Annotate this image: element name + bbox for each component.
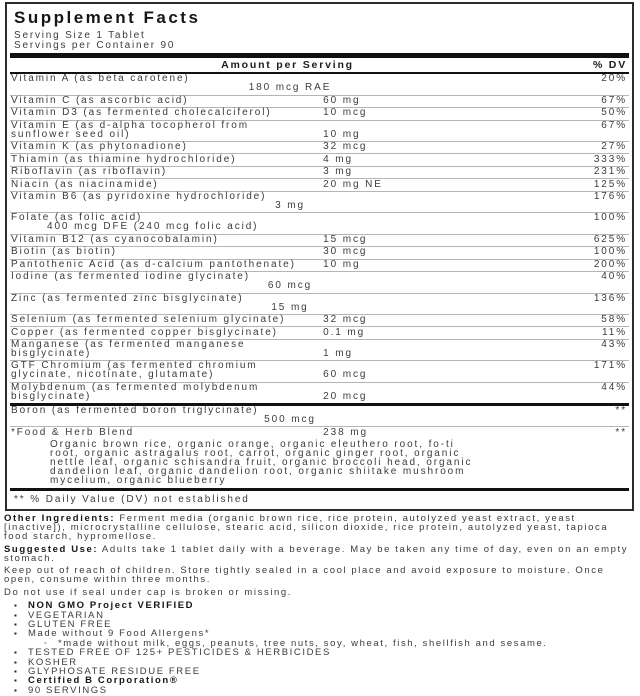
nutrient-dv: 333% — [593, 153, 627, 165]
bullet-marker-icon: ▪ — [14, 676, 19, 686]
nutrient-row — [10, 339, 629, 360]
bullet-marker-icon: ▪ — [14, 601, 19, 611]
nutrient-amount: 180 mcg RAE — [248, 82, 332, 94]
nutrient-amount: 60 mcg — [267, 280, 313, 292]
bullet-text: *made without milk, eggs, peanuts, tree nuts, soy, wheat, fish, shellfish and sesame. — [58, 637, 548, 649]
nutrient-amount: 60 mg — [323, 94, 361, 106]
bullet-item — [14, 668, 636, 677]
bullet-marker-icon: ▪ — [14, 685, 19, 695]
dv-footnote: ** % Daily Value (DV) not established — [10, 488, 629, 509]
nutrient-label: Niacin (as niacinamide) — [11, 178, 159, 190]
nutrient-rows — [10, 74, 629, 439]
nutrient-amount: 4 mg — [323, 153, 353, 165]
bullet-item — [14, 649, 636, 658]
nutrient-label: Selenium (as fermented selenium glycinate) — [11, 314, 286, 326]
nutrient-label: Vitamin B6 (as pyridoxine hydrochloride) — [11, 191, 267, 203]
nutrient-row — [10, 326, 629, 338]
bullet-text: VEGETARIAN — [28, 609, 105, 621]
nutrient-dv: 67% — [601, 94, 627, 106]
bullet-text: GLUTEN FREE — [28, 618, 113, 630]
nutrient-row — [10, 293, 629, 314]
nutrient-amount: 30 mcg — [323, 246, 368, 258]
nutrient-row — [10, 246, 629, 258]
nutrient-dv: 171% — [593, 360, 627, 372]
nutrient-amount: 500 mcg — [264, 414, 316, 426]
suggested-use-paragraph — [4, 543, 636, 564]
nutrient-row — [10, 95, 629, 107]
nutrient-amount: 32 mcg — [323, 141, 368, 153]
nutrient-dv: 27% — [601, 141, 627, 153]
nutrient-amount: 60 mcg — [323, 369, 368, 381]
dv-header: % DV — [592, 59, 627, 72]
nutrient-dv: ** — [615, 426, 627, 438]
nutrient-row — [10, 120, 629, 141]
nutrient-label: Vitamin A (as beta carotene) — [11, 73, 190, 85]
nutrient-label: Molybdenum (as fermented molybdenum bisglycinate) — [11, 381, 260, 402]
nutrient-label: Vitamin C (as ascorbic acid) — [11, 94, 189, 106]
nutrient-label: Vitamin K (as phytonadione) — [11, 141, 188, 153]
nutrient-row — [10, 271, 629, 292]
nutrient-row — [10, 403, 629, 426]
nutrient-dv: 44% — [601, 381, 627, 393]
nutrient-row — [10, 360, 629, 381]
facts-header-row — [10, 53, 629, 74]
feature-bullet-list — [14, 602, 636, 696]
facts-box — [5, 2, 634, 511]
nutrient-label: Pantothenic Acid (as d-calcium pantothenate) — [11, 258, 296, 270]
nutrient-dv: 100% — [593, 212, 627, 224]
nutrient-row — [10, 74, 629, 94]
nutrient-label: Riboflavin (as riboflavin) — [11, 166, 168, 178]
suggested-use-label: Suggested Use: — [4, 543, 99, 555]
nutrient-label: Biotin (as biotin) — [11, 246, 117, 258]
nutrient-dv: 40% — [601, 271, 627, 283]
bullet-marker-icon: ◦ — [44, 639, 49, 647]
nutrient-row — [10, 191, 629, 212]
supplement-label — [0, 2, 640, 696]
nutrient-row — [10, 178, 629, 190]
nutrient-label: Boron (as fermented boron triglycinate) — [11, 405, 259, 417]
nutrient-dv: 176% — [593, 191, 627, 203]
serving-size: Serving Size 1 Tablet — [14, 30, 146, 41]
nutrient-row — [10, 382, 629, 403]
label-bottom-text — [4, 512, 636, 696]
bullet-text: Made without 9 Food Allergens* — [28, 628, 211, 640]
nutrient-dv: 58% — [601, 314, 627, 326]
nutrient-dv: 43% — [601, 339, 627, 351]
nutrient-row — [10, 107, 629, 119]
nutrient-label: Zinc (as fermented zinc bisglycinate) — [11, 292, 244, 304]
nutrient-dv: 625% — [593, 233, 627, 245]
nutrient-label: Manganese (as fermented manganese bisglycinate) — [11, 339, 246, 359]
other-ingredients-paragraph — [4, 512, 636, 542]
nutrient-row — [10, 259, 629, 271]
amount-per-serving-header: Amount per Serving — [221, 59, 354, 72]
seal-warning-paragraph: Do not use if seal under cap is broken or missing. — [4, 587, 293, 599]
bullet-item — [14, 656, 636, 668]
bullet-item — [14, 684, 636, 696]
servings-per-container: Servings per Container 90 — [14, 39, 176, 51]
bullet-text: 90 SERVINGS — [28, 684, 108, 696]
nutrient-label: *Food & Herb Blend — [11, 426, 135, 438]
nutrient-dv: 200% — [593, 258, 627, 270]
nutrient-row — [10, 141, 629, 153]
nutrient-amount: 238 mg — [323, 426, 368, 438]
bullet-text: NON GMO Project VERIFIED — [28, 600, 195, 612]
nutrient-label: Vitamin B12 (as cyanocobalamin) — [11, 233, 219, 245]
nutrient-label: Iodine (as fermented iodine glycinate) — [11, 271, 250, 283]
nutrient-amount: 0.1 mg — [323, 326, 366, 338]
nutrient-row — [10, 314, 629, 326]
nutrient-amount: 3 mg — [323, 166, 353, 178]
bullet-text: Certified B Corporation® — [28, 675, 179, 687]
nutrient-row — [10, 234, 629, 246]
other-ingredients-text: Ferment media (organic brown rice, rice protein, autolyzed yeast extract, yeast [inactive]), microcrystalline cellulose, stearic acid, silicon dioxide, rice protein, autolyzed yeast, tapioca food starch, hypromellose. — [4, 512, 609, 542]
bullet-marker-icon: ▪ — [14, 667, 19, 676]
suggested-use-text: Adults take 1 tablet daily with a beverage. May be taken any time of day, even on an empty stomach. — [4, 543, 629, 564]
nutrient-dv: 136% — [593, 292, 627, 304]
facts-title: Supplement Facts — [14, 8, 201, 27]
nutrient-amount: 400 mcg DFE (240 mcg folic acid) — [47, 221, 259, 233]
nutrient-amount: 20 mg NE — [323, 178, 383, 190]
nutrient-row — [10, 426, 629, 438]
nutrient-amount: 32 mcg — [323, 314, 368, 326]
nutrient-label: Thiamin (as thiamine hydrochloride) — [11, 153, 237, 165]
bullet-marker-icon: ▪ — [14, 619, 19, 629]
nutrient-dv: 67% — [601, 119, 627, 131]
nutrient-amount: 10 mg — [323, 128, 361, 140]
nutrient-amount: 10 mg — [323, 258, 361, 270]
nutrient-amount: 20 mcg — [323, 390, 368, 402]
nutrient-amount: 1 mg — [323, 347, 353, 359]
bullet-text: GLYPHOSATE RESIDUE FREE — [28, 666, 201, 677]
bullet-item — [44, 637, 636, 649]
bullet-text: TESTED FREE OF 125+ PESTICIDES & HERBICIDES — [28, 647, 331, 659]
bullet-marker-icon: ▪ — [14, 629, 19, 639]
nutrient-dv: 125% — [593, 178, 627, 190]
nutrient-dv: ** — [615, 405, 627, 417]
other-ingredients-label: Other Ingredients: — [4, 512, 116, 524]
nutrient-amount: 3 mg — [275, 199, 305, 211]
nutrient-amount: 10 mcg — [323, 107, 368, 119]
nutrient-label: Folate (as folic acid) — [11, 212, 143, 224]
bullet-item — [14, 602, 636, 611]
nutrient-label: Vitamin E (as d-alpha tocopherol from sunflower seed oil) — [11, 119, 249, 140]
nutrient-label: Copper (as fermented copper bisglycinate) — [11, 326, 278, 338]
nutrient-row — [10, 153, 629, 165]
bullet-text: KOSHER — [28, 656, 78, 668]
bullet-marker-icon: ▪ — [14, 648, 19, 658]
nutrient-row — [10, 166, 629, 178]
blend-description: Organic brown rice, organic orange, organic eleuthero root, fo-ti root, organic astragalus root, carrot, organic ginger root, organic nettle leaf, organic schisandra fruit, organic broccoli head, organic dandelion leaf, organic dandelion root, organic shiitake mushroom mycelium, organic blueberry — [50, 438, 473, 486]
nutrient-amount: 15 mcg — [323, 233, 368, 245]
nutrient-amount: 15 mg — [271, 301, 309, 313]
nutrient-label: GTF Chromium (as fermented chromium glycinate, nicotinate, glutamate) — [11, 360, 258, 381]
nutrient-dv: 50% — [601, 107, 627, 119]
bullet-marker-icon: ▪ — [14, 657, 19, 667]
nutrient-row — [10, 212, 629, 233]
nutrient-dv: 11% — [602, 326, 627, 338]
storage-paragraph: Keep out of reach of children. Store tightly sealed in a cool place and avoid exposure to moisture. Once open, consume within three months. — [4, 565, 605, 586]
nutrient-label: Vitamin D3 (as fermented cholecalciferol) — [11, 107, 272, 119]
nutrient-dv: 231% — [593, 166, 627, 178]
nutrient-dv: 20% — [601, 73, 627, 85]
nutrient-dv: 100% — [593, 246, 627, 258]
bullet-marker-icon: ▪ — [14, 610, 19, 620]
bullet-item — [14, 677, 636, 686]
